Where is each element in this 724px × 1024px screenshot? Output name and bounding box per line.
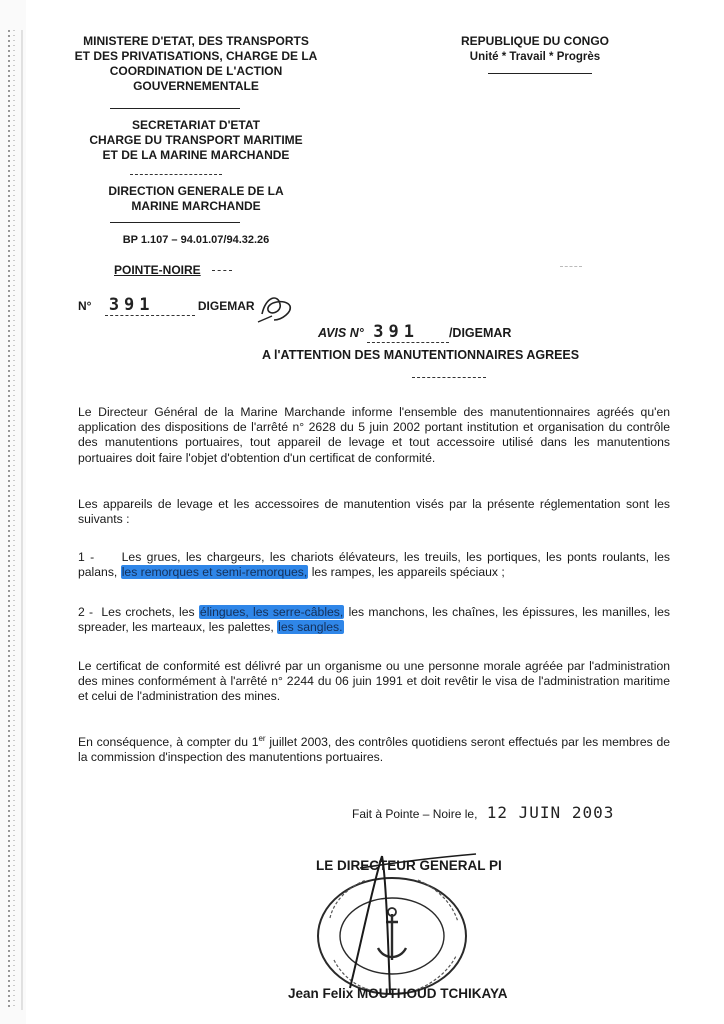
body-paragraph-4-a: En conséquence, à compter du 1 bbox=[78, 735, 259, 750]
ministry-line-1: MINISTERE D'ETAT, DES TRANSPORTS bbox=[83, 34, 309, 48]
scan-mark-right bbox=[560, 266, 582, 267]
reference-line bbox=[78, 295, 255, 315]
header-divider-1 bbox=[110, 108, 240, 109]
city-name: POINTE-NOIRE bbox=[114, 263, 201, 277]
ministry-line-2: ET DES PRIVATISATIONS, CHARGE DE LA bbox=[74, 49, 318, 63]
signing-place: Fait à Pointe – Noire le, bbox=[352, 807, 478, 821]
body-paragraph-3: Le certificat de conformité est délivré par un organisme ou une personne morale agréée par l'administration des mines conformément à l'arrêté n° 2244 du 06 juin 1991 et doit revêtir le visa de l'administration maritime et celui de l'administration des mines. bbox=[78, 659, 670, 704]
body-paragraph-2: Les appareils de levage et les accessoires de manutention visés par la présente réglementation sont les suivants : bbox=[78, 497, 670, 527]
ref-prefix: N° bbox=[78, 299, 92, 313]
secretariat-line-1: SECRETARIAT D'ETAT bbox=[132, 118, 260, 132]
list-item-1 bbox=[78, 550, 670, 580]
signatory-name: Jean Felix MOUTHOUD TCHIKAYA bbox=[288, 986, 508, 1001]
avis-number: 391 bbox=[367, 322, 449, 343]
attention-title: A l'ATTENTION DES MANUTENTIONNAIRES AGREES bbox=[262, 348, 580, 362]
signing-date: 12 JUIN 2003 bbox=[486, 803, 615, 822]
list-item-1-text-a: Les grues, les chargeurs, les chariots élévateurs, les treuils, les portiques, les ponts roulants, les palans, bbox=[78, 550, 670, 580]
ref-number: 391 bbox=[105, 295, 195, 316]
direction-block bbox=[72, 184, 320, 214]
ministry-block bbox=[72, 34, 320, 94]
bp-line: BP 1.107 – 94.01.07/94.32.26 bbox=[122, 234, 270, 246]
initials-scribble bbox=[256, 290, 298, 326]
republic-divider bbox=[488, 73, 592, 74]
header-divider-3 bbox=[110, 222, 240, 223]
ministry-line-4: GOUVERNEMENTALE bbox=[133, 79, 259, 93]
highlight-elingues: élingues, les serre-câbles, bbox=[199, 605, 344, 619]
avis-prefix: AVIS N° bbox=[318, 326, 364, 340]
body-paragraph-4-b: juillet 2003, des contrôles quotidiens seront effectués par les membres de la commission d'inspection des manutentions portuaires. bbox=[78, 735, 671, 765]
binder-edge bbox=[0, 0, 26, 1024]
avis-line bbox=[318, 322, 511, 342]
body-paragraph-1: Le Directeur Général de la Marine Marchande informe l'ensemble des manutentionnaires agréés qu'en application des dispositions de l'arrêté n° 2628 du 5 juin 2002 portant institution et organisation du contrôle des manutentions portuaires, tout appareil de levage et tout accessoire utilisé dans les manutentions portuaires doit faire l'objet d'obtention d'un certificat de conformité. bbox=[78, 405, 670, 465]
avis-suffix: /DIGEMAR bbox=[448, 326, 512, 340]
highlight-remorques: les remorques et semi-remorques, bbox=[121, 565, 308, 580]
direction-line-1: DIRECTION GENERALE DE LA bbox=[108, 184, 284, 198]
direction-line-2: MARINE MARCHANDE bbox=[131, 199, 261, 213]
signing-line bbox=[352, 803, 614, 822]
ref-suffix: DIGEMAR bbox=[197, 299, 255, 313]
ministry-line-3: COORDINATION DE L'ACTION bbox=[109, 64, 283, 78]
republic-motto: Unité * Travail * Progrès bbox=[469, 51, 601, 63]
highlight-sangles: les sangles. bbox=[278, 620, 343, 635]
list-item-2-text-a: Les crochets, les bbox=[101, 605, 195, 619]
attention-divider bbox=[412, 377, 486, 378]
secretariat-block bbox=[72, 118, 320, 163]
body-paragraph-4 bbox=[78, 731, 670, 765]
official-stamp bbox=[300, 848, 480, 998]
secretariat-line-2: CHARGE DU TRANSPORT MARITIME bbox=[89, 133, 303, 147]
list-item-2-number: 2 - bbox=[78, 605, 94, 619]
header-divider-2 bbox=[130, 174, 222, 175]
city-trailing-marks bbox=[212, 270, 232, 271]
list-item-2-text-b: les manchons, les chaînes, les épissures, les manilles, les spreader, les marteaux, les palettes, bbox=[78, 605, 670, 635]
body-paragraph-4-sup: er bbox=[258, 734, 266, 743]
signatory-title: LE DIRECTEUR GENERAL PI bbox=[316, 858, 502, 873]
list-item-1-number: 1 - bbox=[78, 550, 95, 564]
list-item-2 bbox=[78, 605, 670, 635]
list-item-1-text-b: les rampes, les appareils spéciaux ; bbox=[311, 565, 505, 580]
republic-name: REPUBLIQUE DU CONGO bbox=[460, 34, 609, 48]
secretariat-line-3: ET DE LA MARINE MARCHANDE bbox=[102, 148, 290, 162]
